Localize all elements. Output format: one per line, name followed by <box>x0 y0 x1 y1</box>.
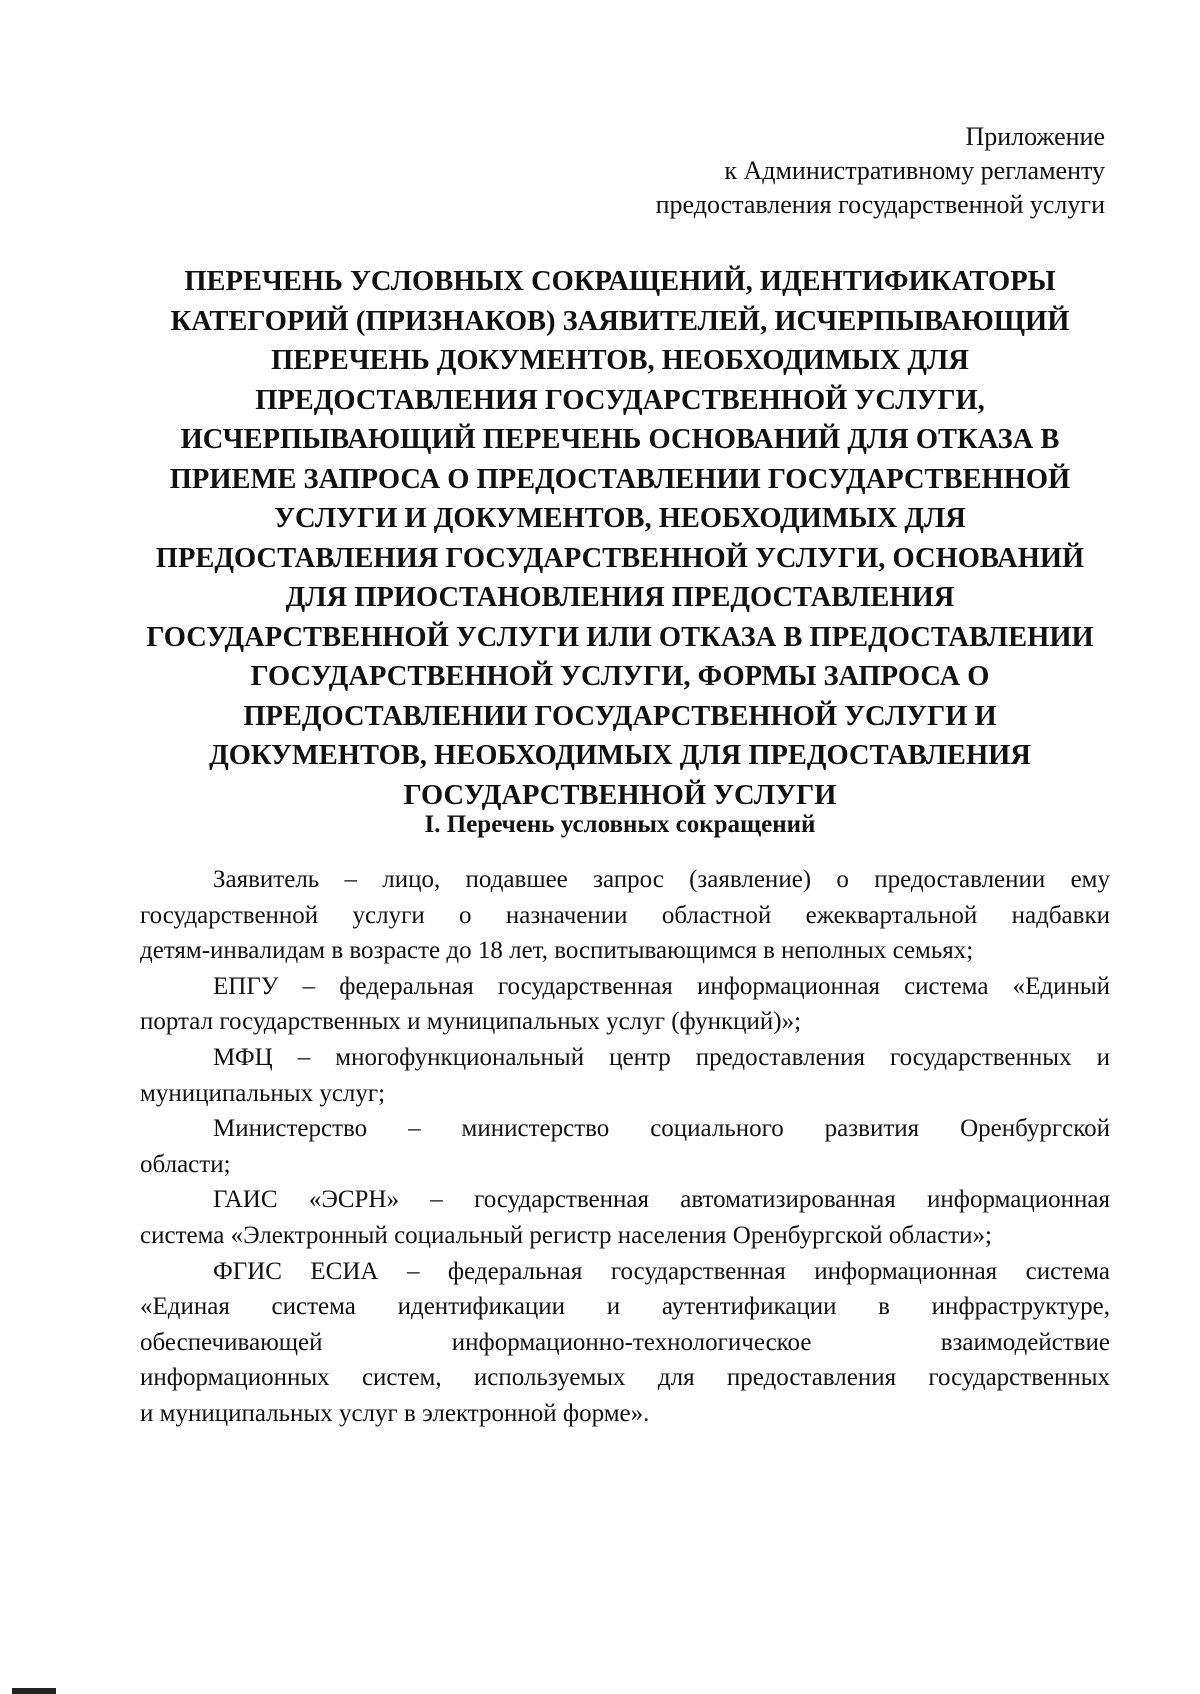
title-line: ИСЧЕРПЫВАЮЩИЙ ПЕРЕЧЕНЬ ОСНОВАНИЙ ДЛЯ ОТКАЗА В <box>180 424 1060 455</box>
appendix-line: предоставления государственной услуги <box>655 190 1105 219</box>
section-heading: I. Перечень условных сокращений <box>424 811 816 838</box>
body-line: и муниципальных услуг в электронной форме». <box>140 1399 650 1427</box>
body-line: портал государственных и муниципальных услуг (функций)»; <box>140 1008 802 1036</box>
title-line: ПРЕДОСТАВЛЕНИИ ГОСУДАРСТВЕННОЙ УСЛУГИ И <box>243 700 997 732</box>
title-line: ДЛЯ ПРИОСТАНОВЛЕНИЯ ПРЕДОСТАВЛЕНИЯ <box>285 582 955 613</box>
appendix-note <box>405 120 1105 222</box>
body-line: Заявитель – лицо, подавшее запрос (заявление) о предоставлении ему <box>213 866 1110 893</box>
title-line: ДОКУМЕНТОВ, НЕОБХОДИМЫХ ДЛЯ ПРЕДОСТАВЛЕНИЯ <box>209 740 1031 771</box>
appendix-line: к Административному регламенту <box>724 156 1105 185</box>
body-line: ФГИС ЕСИА – федеральная государственная информационная система <box>213 1257 1110 1285</box>
body-line: ГАИС «ЭСРН» – государственная автоматизированная информационная <box>213 1186 1110 1214</box>
title-line: ПЕРЕЧЕНЬ ДОКУМЕНТОВ, НЕОБХОДИМЫХ ДЛЯ <box>271 345 969 376</box>
appendix-line: Приложение <box>965 122 1105 151</box>
body-line: «Единая система идентификации и аутентификации в инфраструктуре, <box>140 1293 1110 1321</box>
body-line: детям-инвалидам в возрасте до 18 лет, воспитывающимся в неполных семьях; <box>140 937 974 965</box>
body-line: МФЦ – многофункциональный центр предоставления государственных и <box>213 1043 1110 1071</box>
abbreviations-list <box>140 862 1110 1432</box>
title-line: ГОСУДАРСТВЕННОЙ УСЛУГИ, ФОРМЫ ЗАПРОСА О <box>250 661 990 692</box>
title-line: КАТЕГОРИЙ (ПРИЗНАКОВ) ЗАЯВИТЕЛЕЙ, ИСЧЕРПЫВАЮЩИЙ <box>170 305 1070 337</box>
body-line: области; <box>140 1150 231 1178</box>
title-line: ПЕРЕЧЕНЬ УСЛОВНЫХ СОКРАЩЕНИЙ, ИДЕНТИФИКАТОРЫ <box>184 266 1056 297</box>
body-line: система «Электронный социальный регистр населения Оренбургской области»; <box>140 1221 992 1249</box>
body-line: Министерство – министерство социального развития Оренбургской <box>213 1115 1110 1143</box>
body-line: муниципальных услуг; <box>140 1079 386 1107</box>
scan-artifact-mark <box>12 1688 56 1694</box>
title-line: ГОСУДАРСТВЕННОЙ УСЛУГИ ИЛИ ОТКАЗА В ПРЕДОСТАВЛЕНИИ <box>146 621 1094 653</box>
title-line: ПРЕДОСТАВЛЕНИЯ ГОСУДАРСТВЕННОЙ УСЛУГИ, ОСНОВАНИЙ <box>155 542 1085 574</box>
title-line: УСЛУГИ И ДОКУМЕНТОВ, НЕОБХОДИМЫХ ДЛЯ <box>274 503 966 534</box>
body-line: обеспечивающей информационно-технологическое взаимодействие <box>140 1328 1110 1356</box>
body-line: ЕПГУ – федеральная государственная информационная система «Единый <box>213 972 1110 1000</box>
body-line: информационных систем, используемых для предоставления государственных <box>140 1364 1110 1392</box>
document-title <box>140 262 1100 815</box>
title-line: ГОСУДАРСТВЕННОЙ УСЛУГИ <box>403 779 837 811</box>
body-line: государственной услуги о назначении областной ежеквартальной надбавки <box>140 901 1110 929</box>
title-line: ПРЕДОСТАВЛЕНИЯ ГОСУДАРСТВЕННОЙ УСЛУГИ, <box>255 384 985 416</box>
title-line: ПРИЕМЕ ЗАПРОСА О ПРЕДОСТАВЛЕНИИ ГОСУДАРСТВЕННОЙ <box>169 463 1071 495</box>
